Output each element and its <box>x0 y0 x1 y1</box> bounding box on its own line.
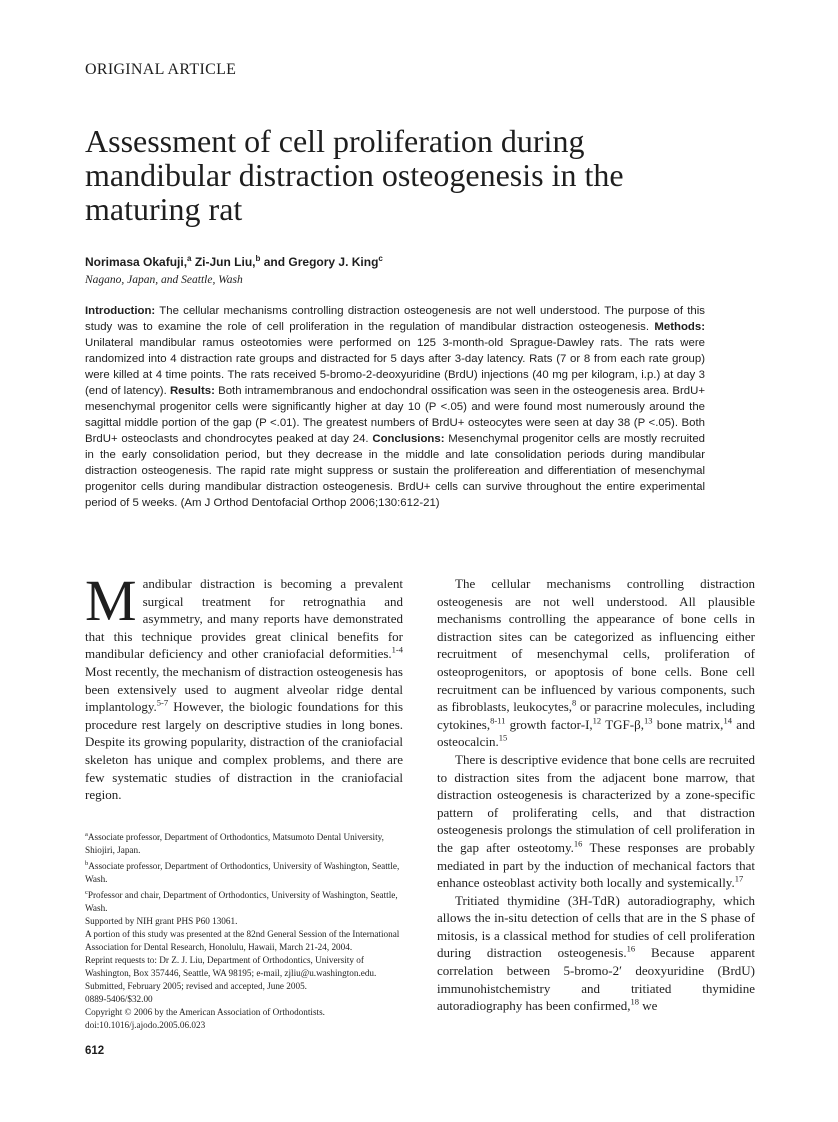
abstract-methods-text: Unilateral mandibular ramus osteotomies were performed on 125 3-month-old Sprague-Dawley rats. The rats were randomized into 4 distraction rate groups and distracted for 5 days after 3-day latency. Rats (7 or 8 from each rate group) were killed at 4 time points. The rats received 5-bromo-2-deoxyuridine (BrdU) injections (40 mg per kilogram, i.p.) at day 3 (end of latency). <box>85 337 705 397</box>
abstract <box>85 303 705 511</box>
footnote-presented: A portion of this study was presented at the 82nd General Session of the International Association for Dental Research, Honolulu, Hawaii, March 21-24, 2004. <box>85 929 400 953</box>
footnotes <box>85 828 403 1032</box>
reference-mark: 16 <box>573 838 583 849</box>
abstract-text <box>85 303 705 511</box>
reference-mark: 8-11 <box>490 715 506 726</box>
body-text: The cellular mechanisms controlling distraction osteogenesis are not well understood. All plausible mechanisms controlling the appearance of bone cells in distraction sites can be categorized as influencing either recruitment of mesenchymal cells, proliferation of osteoprogenitors, or apoptosis of bone cells. Bone cell recruitment can be influenced by various components, such as fibroblasts, leukocytes, <box>437 576 755 715</box>
author-name: and Gregory J. King <box>263 255 379 269</box>
footnote-issn: 0889-5406/$32.00 <box>85 994 153 1005</box>
footnote-mark: b <box>85 860 89 868</box>
section-label: ORIGINAL ARTICLE <box>85 61 237 78</box>
body-text: Most recently, the mechanism of distraction osteogenesis has been extensively used to augment alveolar ridge dental implantology. <box>85 663 403 715</box>
body-text: growth factor-I, <box>505 716 593 732</box>
reference-mark: 8 <box>572 697 577 708</box>
footnote-doi: doi:10.1016/j.ajodo.2005.06.023 <box>85 1020 206 1031</box>
abstract-results-text: Both intramembranous and endochondral ossification was seen in the osteogenesis area. BrdU+ mesenchymal progenitor cells were significantly higher at day 10 (P <.05) and were found most numerously around the sagittal middle portion of the gap (P <.01). The greatest numbers of BrdU+ osteocytes were seen at day 38 (P <.05). Both BrdU+ osteoclasts and chondrocytes peaked at day 24. <box>85 385 705 445</box>
footnote-copyright: Copyright © 2006 by the American Association of Orthodontists. <box>85 1007 325 1018</box>
reference-mark: 12 <box>592 715 602 726</box>
body-text: However, the biologic foundations for this procedure rest largely on descriptive studies in long bones. Despite its growing popularity, distraction of the craniofacial skeleton has unique and complex problems, and there are few systematic studies of distraction in the craniofacial region. <box>85 699 403 803</box>
reference-mark: 14 <box>723 715 732 726</box>
footnote-affiliation-b <box>85 857 403 886</box>
body-text: and osteocalcin. <box>437 716 755 750</box>
footnote-submitted: Submitted, February 2005; revised and accepted, June 2005. <box>85 981 307 992</box>
abstract-intro-label: Introduction: <box>85 305 156 317</box>
body-paragraph <box>85 568 403 804</box>
body-paragraph <box>437 751 755 892</box>
body-text: There is descriptive evidence that bone cells are recruited to distraction sites from the adjacent bone marrow, that distraction osteogenesis is characterized by a zone-specific pattern of proliferating cells, and that distraction osteogenesis prolongs the stimulation of cell proliferation in the gap after osteotomy. <box>437 751 755 855</box>
body-text: Because apparent correlation between 5-bromo-2′ deoxyuridine (BrdU) immunohistchemistry and tritiated thymidine autoradiography has been confirmed, <box>437 945 755 1014</box>
footnote-text: Associate professor, Department of Orthodontics, Matsumoto Dental University, Shiojiri, Japan. <box>85 832 384 856</box>
body-paragraph <box>437 892 755 1015</box>
author-affiliation-mark: a <box>187 254 192 263</box>
footnote-mark: a <box>85 831 88 838</box>
footnote-support: Supported by NIH grant PHS P60 13061. <box>85 916 238 927</box>
footnote-text: Professor and chair, Department of Orthodontics, University of Washington, Seattle, Wash. <box>85 890 398 914</box>
page-number: 612 <box>85 1045 105 1057</box>
body-text: we <box>638 998 658 1014</box>
footnote-affiliation-c <box>85 886 403 915</box>
author-list <box>85 254 383 269</box>
reference-mark: 17 <box>734 873 744 884</box>
reference-mark: 13 <box>643 715 653 726</box>
reference-mark: 18 <box>630 996 639 1007</box>
footnote-mark: c <box>85 889 88 897</box>
reference-mark: 16 <box>626 944 636 955</box>
abstract-conclusions-text: Mesenchymal progenitor cells are mostly recruited in the early consolidation period, but they decrease in the middle and late consolidation periods during mandibular distraction osteogenesis. The rapid rate might suppress or sustain the prolifereation and differentiation of mesenchymal progenitor cells during mandibular distraction osteogenesis. BrdU+ cells can survive throughout the entire experimental period of 5 weeks. (Am J Orthod Dentofacial Orthop 2006;130:612-21) <box>85 433 706 509</box>
article-title: Assessment of cell proliferation during mandibular distraction osteogenesis in the maturing rat <box>85 123 624 227</box>
body-text: andibular distraction is becoming a prevalent surgical treatment for retrognathia and asymmetry, and many reports have demonstrated that this technique provides great clinical benefits for mandibular deficiency and other craniofacial deformities. <box>85 576 403 662</box>
body-text: Tritiated thymidine (3H-TdR) autoradiography, which allows the in-situ detection of cells that are in the S phase of mitosis, is a classical method for studies of cell proliferation during distraction osteogenesis. <box>437 892 755 961</box>
reference-mark: 5-7 <box>156 697 169 708</box>
abstract-methods-label: Methods: <box>654 321 705 333</box>
author-locations: Nagano, Japan, and Seattle, Wash <box>85 274 243 286</box>
body-text: or paracrine molecules, including cytokines, <box>437 699 755 732</box>
body-paragraph <box>437 575 755 751</box>
body-column-right <box>437 575 755 1015</box>
abstract-intro-text: The cellular mechanisms controlling distraction osteogenesis are not well understood. The purpose of this study was to examine the role of cell proliferation in the regulation of mandibular distraction osteogenesis. <box>85 305 705 333</box>
abstract-conclusions-label: Conclusions: <box>372 433 445 445</box>
footnote-affiliation-a <box>85 828 403 857</box>
reference-mark: 1-4 <box>391 645 403 656</box>
abstract-results-label: Results: <box>169 385 215 397</box>
reference-mark: 15 <box>498 733 508 744</box>
body-column-left <box>85 568 403 804</box>
body-text: bone matrix, <box>652 716 724 732</box>
author-name: Norimasa Okafuji, <box>85 255 188 269</box>
footnote-text: Associate professor, Department of Orthodontics, University of Washington, Seattle, Wash. <box>85 861 400 885</box>
body-text: TGF-β, <box>601 716 644 732</box>
author-affiliation-mark: c <box>378 254 383 263</box>
drop-cap: M <box>85 568 137 633</box>
author-name: Zi-Jun Liu, <box>194 255 256 269</box>
body-text: These responses are probably mediated in part by the induction of mechanical factors that enhance osteoblast activity both locally and systemically. <box>437 839 755 891</box>
footnote-reprint: Reprint requests to: Dr Z. J. Liu, Department of Orthodontics, University of Washington, Box 357446, Seattle, WA 98195; e-mail, zjliu@u.washington.edu. <box>85 955 377 979</box>
author-affiliation-mark: b <box>255 254 261 263</box>
